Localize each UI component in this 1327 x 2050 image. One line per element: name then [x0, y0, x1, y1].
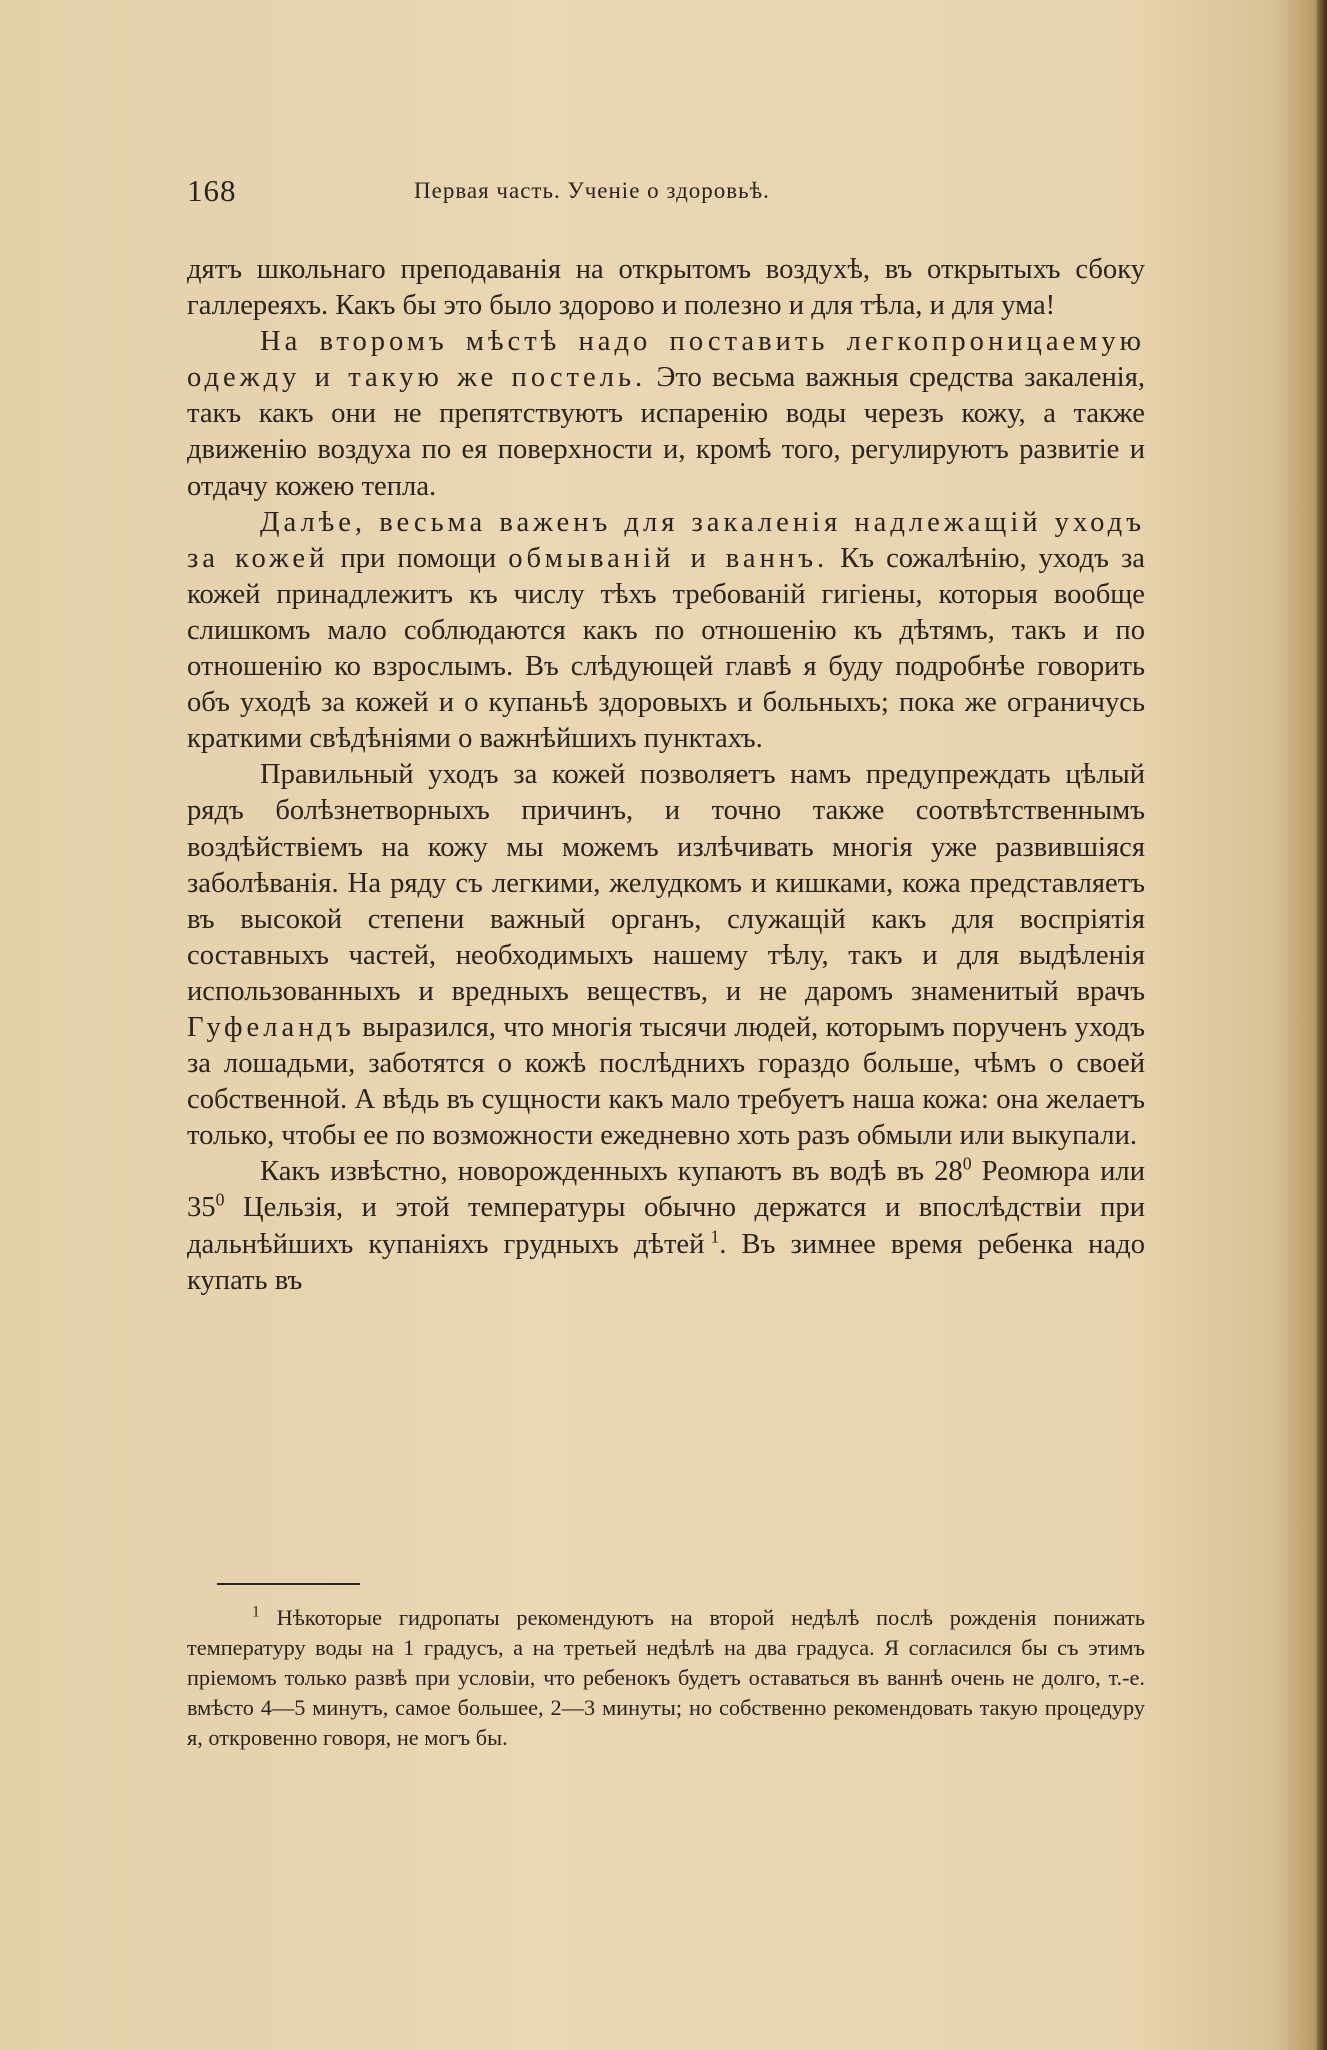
body-text	[187, 252, 1145, 1299]
paragraph-3	[187, 505, 1145, 758]
page-edge	[1317, 0, 1327, 2050]
footnote-rule	[217, 1583, 360, 1585]
paragraph-text: Какъ извѣстно, новорожденныхъ купаютъ въ водѣ въ 28	[260, 1156, 963, 1188]
paragraph-text: Это весьма важныя средства закаленія, такъ какъ они не препятствуютъ испаренію воды черезъ кожу, а также движенію воздуха по ея поверхности и, кромѣ того, регулируютъ развитіе и отдачу кожею тепла.	[187, 362, 1146, 502]
page-number: 168	[187, 173, 237, 208]
spaced-name: Гуфеландъ	[187, 1011, 355, 1043]
paragraph-text: Цельзія, и этой температуры обычно держатся и впослѣдствіи при дальнѣйшихъ купаніяхъ грудныхъ дѣтей	[187, 1192, 1145, 1260]
spaced-emphasis: Далѣе, весьма важенъ для закаленія надлежащій уходъ за кожей	[187, 506, 1145, 574]
paragraph-text: Правильный уходъ за кожей позволяетъ намъ предупреждать цѣлый рядъ болѣзнетворныхъ причинъ, и точно также соотвѣтственнымъ воздѣйствіемъ на кожу мы можемъ излѣчивать многія уже развившіяся заболѣванія. На ряду съ легкими, желудкомъ и кишками, кожа представляетъ въ высокой степени важный органъ, служащій какъ для воспріятія составныхъ частей, необходимыхъ нашему тѣлу, такъ и для выдѣленія использованныхъ и вредныхъ веществъ, и не даромъ знаменитый врачъ	[187, 759, 1145, 1007]
paragraph-text: . Въ зимнее время ребенка надо купать въ	[187, 1228, 1145, 1296]
degree-sign: 0	[962, 1153, 972, 1174]
paragraph-1: дятъ школьнаго преподаванія на открытомъ воздухѣ, въ открытыхъ сбоку галлереяхъ. Какъ бы это было здорово и полезно и для тѣла, и для ума!	[187, 254, 1145, 322]
paragraph-2	[187, 324, 1145, 504]
spaced-emphasis: обмываній и ваннъ.	[508, 542, 829, 574]
footnote-reference: 1	[710, 1226, 720, 1246]
paragraph-text: выразился, что многія тысячи людей, которымъ порученъ уходъ за лошадьми, заботятся о кожѣ послѣднихъ гораздо больше, чѣмъ о своей собственной. А вѣдь въ сущности какъ мало требуетъ наша кожа: она желаетъ только, чтобы ее по возможности ежедневно хоть разъ обмыли или выкупали.	[187, 1011, 1145, 1152]
page-header	[187, 173, 1147, 213]
footnote	[187, 1603, 1145, 1753]
footnote-paragraph	[187, 1603, 1145, 1753]
footnote-text: Нѣкоторые гидропаты рекомендуютъ на второй недѣлѣ послѣ рожденія понижать температуру воды на 1 градусъ, а на третьей недѣлѣ на два градуса. Я согласился бы съ этимъ пріемомъ только развѣ при условіи, что ребенокъ будетъ оставаться въ ваннѣ очень не долго, т.-е. вмѣсто 4—5 минутъ, самое большее, 2—3 минуты; но собственно рекомендовать такую процедуру я, откровенно говоря, не могъ бы.	[187, 1605, 1145, 1750]
paragraph-text: Реомюра или 35	[187, 1156, 1146, 1224]
spaced-emphasis: На второмъ мѣстѣ надо поставить легкопроницаемую одежду и такую же постель.	[187, 326, 1145, 394]
degree-sign: 0	[215, 1189, 225, 1210]
paragraph-5	[187, 1154, 1145, 1298]
paragraph-4	[187, 757, 1145, 1154]
footnote-mark: 1	[252, 1603, 260, 1621]
running-head: Первая часть. Ученіе о здоровьѣ.	[414, 178, 770, 203]
paragraph-text: при помощи	[328, 542, 509, 574]
paragraph-text: Къ сожалѣнію, уходъ за кожей принадлежитъ къ числу тѣхъ требованій гигіены, которыя вообще слишкомъ мало соблюдаются какъ по отношенію къ дѣтямъ, такъ и по отношенію ко взрослымъ. Въ слѣдующей главѣ я буду подробнѣе говорить объ уходѣ за кожей и о купаньѣ здоровыхъ и больныхъ; пока же ограничусь краткими свѣдѣніями о важнѣйшихъ пунктахъ.	[187, 542, 1145, 755]
